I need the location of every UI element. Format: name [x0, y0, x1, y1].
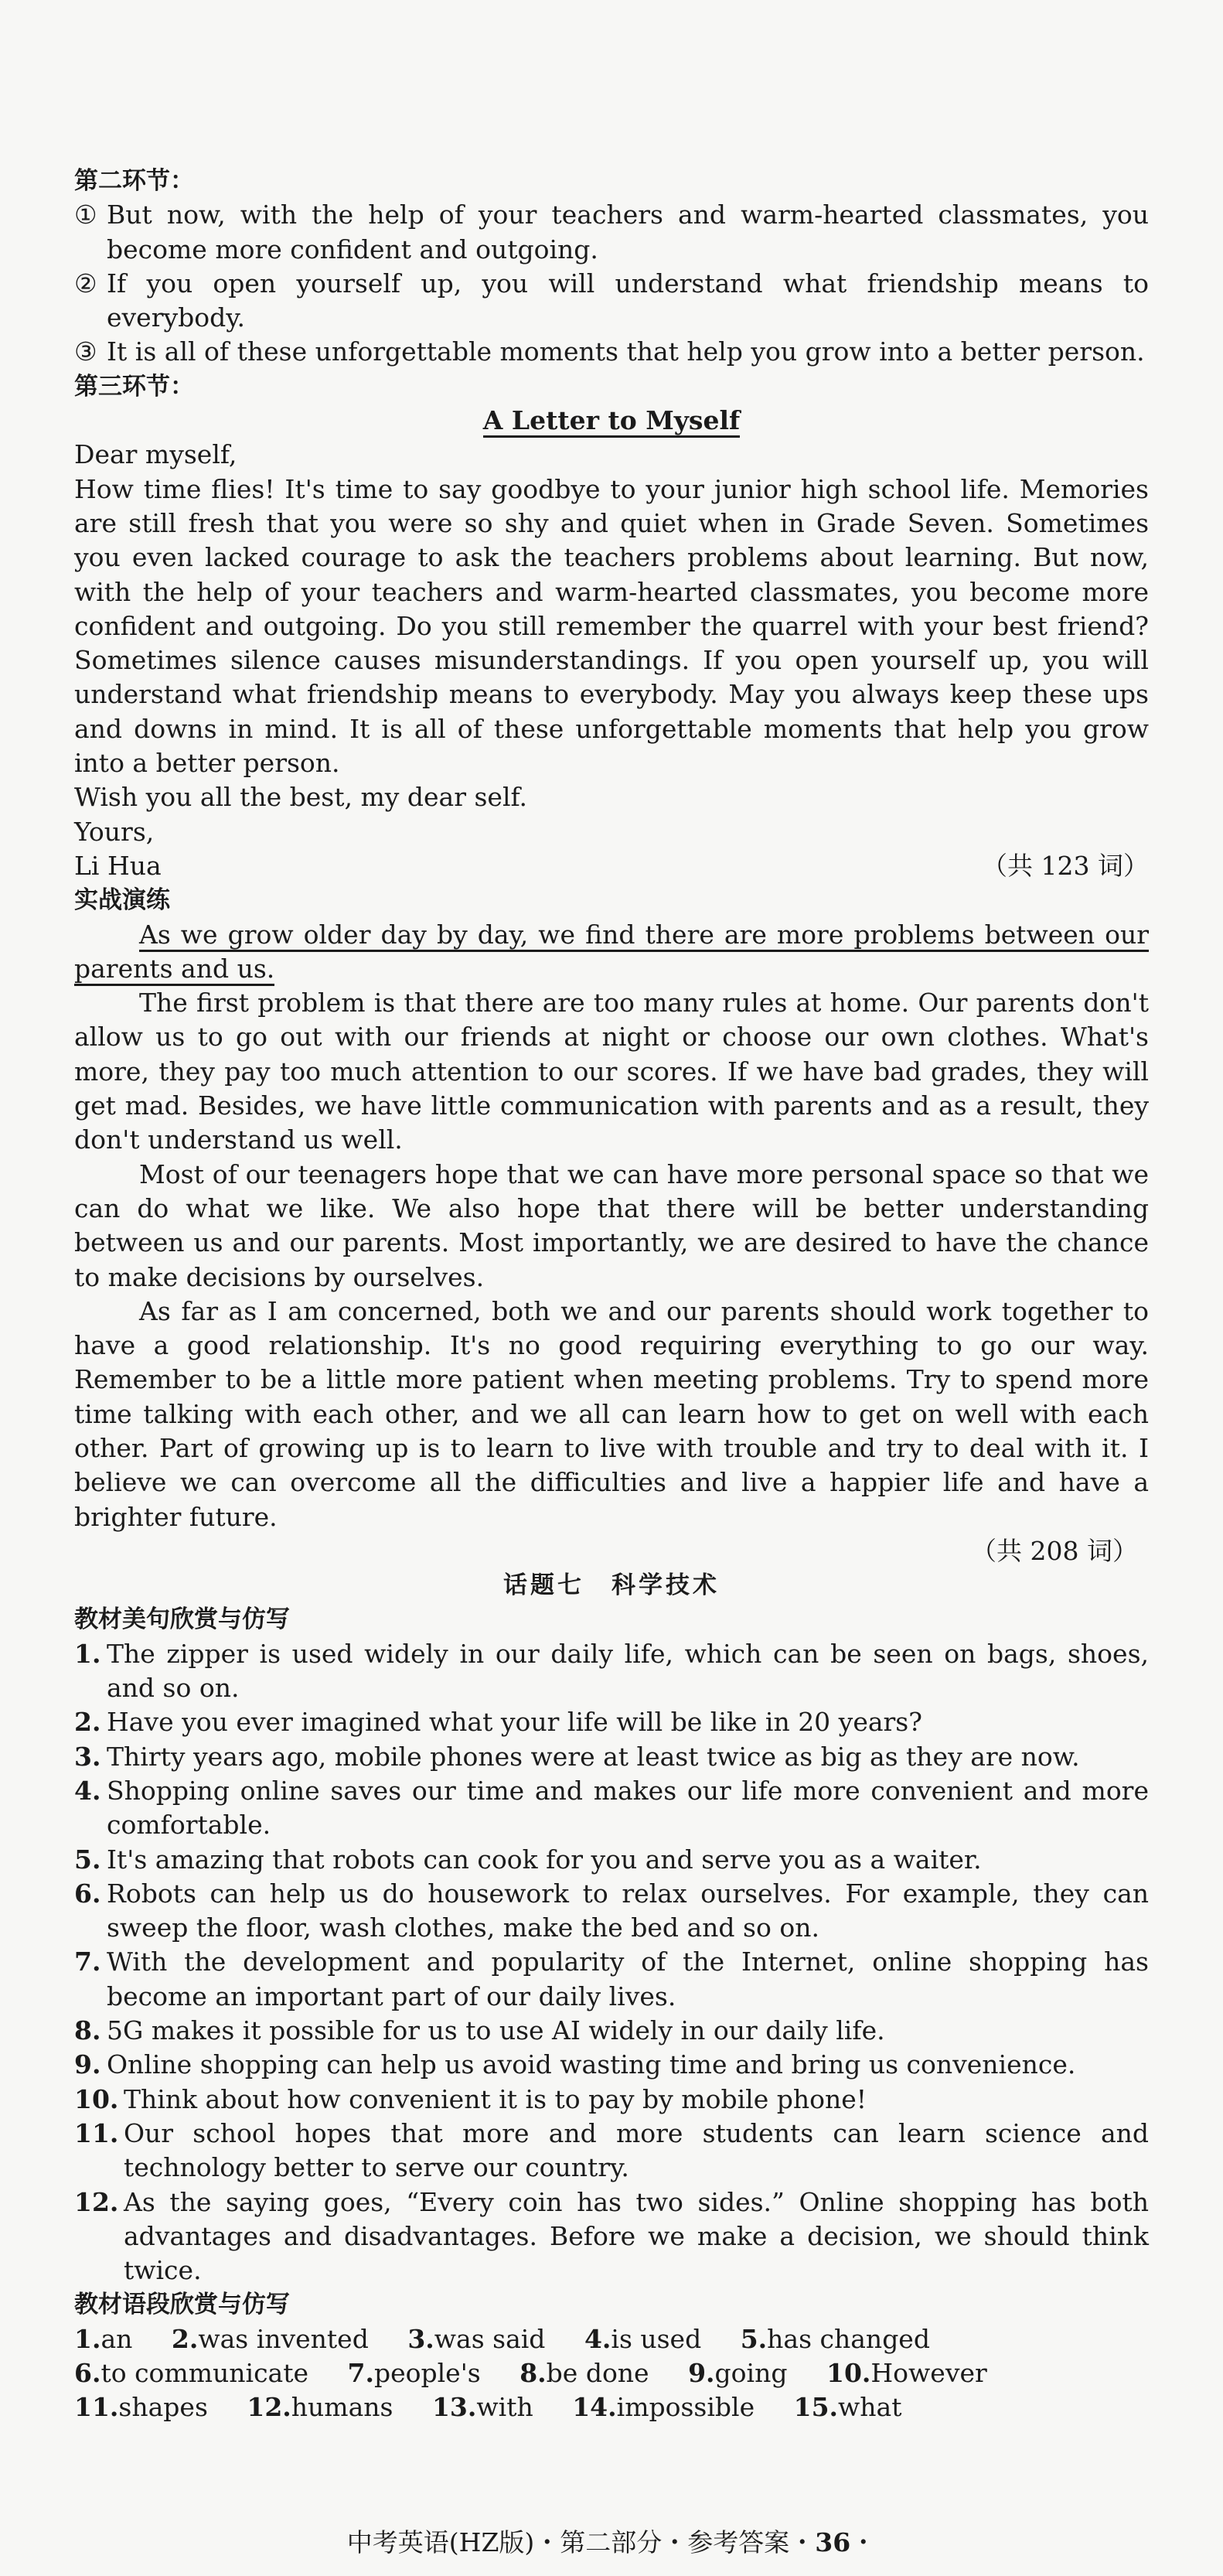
- answer-number: 6.: [74, 2358, 101, 2388]
- item-number: 8.: [74, 2015, 101, 2046]
- item-number: 12.: [74, 2186, 119, 2217]
- item-number: 6.: [74, 1878, 101, 1909]
- item-number: 4.: [74, 1775, 101, 1806]
- item-text: It's amazing that robots can cook for you and serve you as a waiter.: [107, 1844, 982, 1875]
- sentences-heading: 教材美句欣赏与仿写: [74, 1605, 290, 1634]
- section2-heading: 第二环节：: [74, 167, 194, 195]
- sentence-item: [74, 2185, 1149, 2288]
- answer-number: 15.: [793, 2392, 839, 2423]
- item-number: ①: [74, 200, 97, 230]
- answer-number: 5.: [740, 2323, 768, 2354]
- word-count: （共 123 词）: [982, 850, 1149, 881]
- answer-number: 12.: [247, 2392, 291, 2423]
- section2-item: [74, 198, 1149, 267]
- sentence-item: [74, 1843, 1149, 1877]
- essay-paragraph: As far as I am concerned, both we and our parents should work together to have a good relationship. It's no good requiring everything to go our way. Remember to be a little more patient when meeting problems. Try to spend more time talking with each other, and we all can learn how to get on well with each other. Part of growing up is to learn to live with trouble and try to deal with it. I believe we can overcome all the difficulties and live a happier life and have a brighter future.: [74, 1295, 1149, 1532]
- answer-text: was invented: [198, 2323, 369, 2354]
- answer-number: 1.: [74, 2323, 101, 2354]
- section2-item: [74, 335, 1149, 369]
- item-text: Have you ever imagined what your life will be like in 20 years?: [107, 1707, 922, 1738]
- passage-heading: 教材语段欣赏与仿写: [74, 2291, 290, 2319]
- item-text: If you open yourself up, you will understand what friendship means to everybody.: [107, 268, 1149, 333]
- answer-row: [74, 2356, 1149, 2390]
- answer-text: people's: [373, 2358, 481, 2388]
- answer-text: to communicate: [100, 2358, 309, 2388]
- answer-number: 4.: [584, 2323, 612, 2354]
- answer-cell: [432, 2390, 533, 2424]
- item-number: ②: [74, 268, 97, 299]
- answer-cell: [584, 2322, 701, 2356]
- answer-text: be done: [546, 2358, 649, 2388]
- item-text: 5G makes it possible for us to use AI widely in our daily life.: [107, 2015, 885, 2046]
- item-number: 10.: [74, 2083, 119, 2114]
- answer-cell: [741, 2322, 930, 2356]
- item-text: With the development and popularity of the Internet, online shopping has become an important part of our daily lives.: [107, 1947, 1149, 2011]
- answer-cell: [74, 2390, 208, 2424]
- answer-cell: [572, 2390, 755, 2424]
- footer-text: 中考英语(HZ版)・第二部分・参考答案・: [346, 2527, 816, 2557]
- item-number: 1.: [74, 1638, 101, 1669]
- item-number: 7.: [74, 1947, 101, 1977]
- letter-greeting: Dear myself,: [74, 439, 237, 470]
- page-number: 36: [815, 2527, 851, 2557]
- answer-text: an: [100, 2323, 133, 2354]
- topic-sentence: As we grow older day by day, we find there are more problems between our parents and us.: [74, 920, 1149, 986]
- answer-cell: [520, 2356, 649, 2390]
- item-text: Our school hopes that more and more students can learn science and technology better to serve our country.: [124, 2117, 1149, 2183]
- answer-text: what: [838, 2392, 902, 2423]
- answer-number: 13.: [431, 2392, 477, 2423]
- item-text: Think about how convenient it is to pay by mobile phone!: [124, 2083, 867, 2114]
- letter-wish: Wish you all the best, my dear self.: [74, 782, 528, 813]
- answer-cell: [348, 2356, 481, 2390]
- item-text: Online shopping can help us avoid wasting time and bring us convenience.: [107, 2049, 1076, 2080]
- answer-text: However: [870, 2358, 987, 2388]
- sentence-item: [74, 1705, 1149, 1739]
- page-footer: [0, 2523, 1223, 2559]
- answer-number: 8.: [520, 2358, 547, 2388]
- footer-tail: ・: [850, 2527, 877, 2557]
- essay-paragraph: Most of our teenagers hope that we can have more personal space so that we can do what we like. We also hope that there will be better understanding between us and our parents. Most importantly, we are desired to have the chance to make decisions by ourselves.: [74, 1158, 1149, 1292]
- section2-item: [74, 267, 1149, 336]
- sentence-item: [74, 1740, 1149, 1774]
- sentence-item: [74, 2014, 1149, 2048]
- item-number: 3.: [74, 1741, 101, 1772]
- answer-number: 9.: [688, 2358, 715, 2388]
- answer-number: 3.: [407, 2323, 434, 2354]
- item-text: Shopping online saves our time and makes our life more convenient and more comfortable.: [107, 1775, 1149, 1841]
- item-number: 5.: [74, 1844, 101, 1875]
- answer-number: 7.: [347, 2358, 374, 2388]
- answer-page: [74, 164, 1149, 2425]
- section3-heading: 第三环节：: [74, 372, 194, 401]
- item-number: ③: [74, 336, 97, 367]
- answer-number: 2.: [171, 2323, 199, 2354]
- sentence-item: [74, 2117, 1149, 2185]
- practice-heading: 实战演练: [74, 886, 170, 915]
- word-count: （共 208 词）: [971, 1535, 1138, 1566]
- sentence-item: [74, 1637, 1149, 1706]
- item-text: Thirty years ago, mobile phones were at least twice as big as they are now.: [107, 1741, 1080, 1772]
- item-number: 2.: [74, 1707, 101, 1738]
- answer-number: 10.: [826, 2358, 871, 2388]
- answer-text: shapes: [118, 2392, 208, 2423]
- answer-number: 11.: [74, 2392, 119, 2423]
- answer-text: going: [714, 2358, 788, 2388]
- item-text: Robots can help us do housework to relax ourselves. For example, they can sweep the floor, wash clothes, make the bed and so on.: [107, 1878, 1149, 1943]
- sentence-item: [74, 2083, 1149, 2117]
- answer-cell: [247, 2390, 393, 2424]
- answer-text: with: [476, 2392, 533, 2423]
- sentence-item: [74, 2048, 1149, 2082]
- topic-sentence-block: [74, 918, 1149, 987]
- answer-text: impossible: [616, 2392, 755, 2423]
- topic-title: 话题七 科学技术: [503, 1571, 720, 1600]
- item-text: As the saying goes, “Every coin has two sides.” Online shopping has both advantages and disadvantages. Before we make a decision, we should think twice.: [124, 2186, 1149, 2286]
- signature-row: [74, 849, 1149, 883]
- answer-cell: [688, 2356, 787, 2390]
- answer-row: [74, 2390, 1149, 2424]
- answer-row: [74, 2322, 1149, 2356]
- letter-closing: Yours,: [74, 816, 155, 847]
- sentence-item: [74, 1945, 1149, 2014]
- item-text: The zipper is used widely in our daily life, which can be seen on bags, shoes, and so on.: [107, 1638, 1149, 1704]
- answer-cell: [74, 2356, 308, 2390]
- answer-text: humans: [291, 2392, 393, 2423]
- sentence-item: [74, 1877, 1149, 1946]
- answer-cell: [794, 2390, 902, 2424]
- letter-body: How time flies! It's time to say goodbye to your junior high school life. Memories are still fresh that you were so shy and quiet when in Grade Seven. Sometimes you even lacked courage to ask the teachers problems about learning. But now, with the help of your teachers and warm-hearted classmates, you become more confident and outgoing. Do you still remember the quarrel with your best friend? Sometimes silence causes misunderstandings. If you open yourself up, you will understand what friendship means to everybody. May you always keep these ups and downs in mind. It is all of these unforgettable moments that help you grow into a better person.: [74, 473, 1149, 779]
- sentence-item: [74, 1774, 1149, 1843]
- answer-text: is used: [611, 2323, 702, 2354]
- item-number: 11.: [74, 2117, 119, 2148]
- item-number: 9.: [74, 2049, 101, 2080]
- answer-number: 14.: [572, 2392, 617, 2423]
- answer-cell: [826, 2356, 987, 2390]
- letter-signature: Li Hua: [74, 850, 162, 881]
- answer-cell: [172, 2322, 369, 2356]
- essay-paragraph: The first problem is that there are too many rules at home. Our parents don't allow us to go out with our friends at night or choose our own clothes. What's more, they pay too much attention to our scores. If we have bad grades, they will get mad. Besides, we have little communication with parents and as a result, they don't understand us well.: [74, 988, 1149, 1155]
- item-text: It is all of these unforgettable moments that help you grow into a better person.: [107, 336, 1145, 367]
- item-text: But now, with the help of your teachers and warm-hearted classmates, you become more confident and outgoing.: [107, 200, 1149, 264]
- letter-title: A Letter to Myself: [483, 405, 740, 438]
- answer-text: was said: [434, 2323, 546, 2354]
- answer-cell: [407, 2322, 545, 2356]
- answer-cell: [74, 2322, 132, 2356]
- letter-title-line: [74, 404, 1149, 438]
- answer-text: has changed: [767, 2323, 930, 2354]
